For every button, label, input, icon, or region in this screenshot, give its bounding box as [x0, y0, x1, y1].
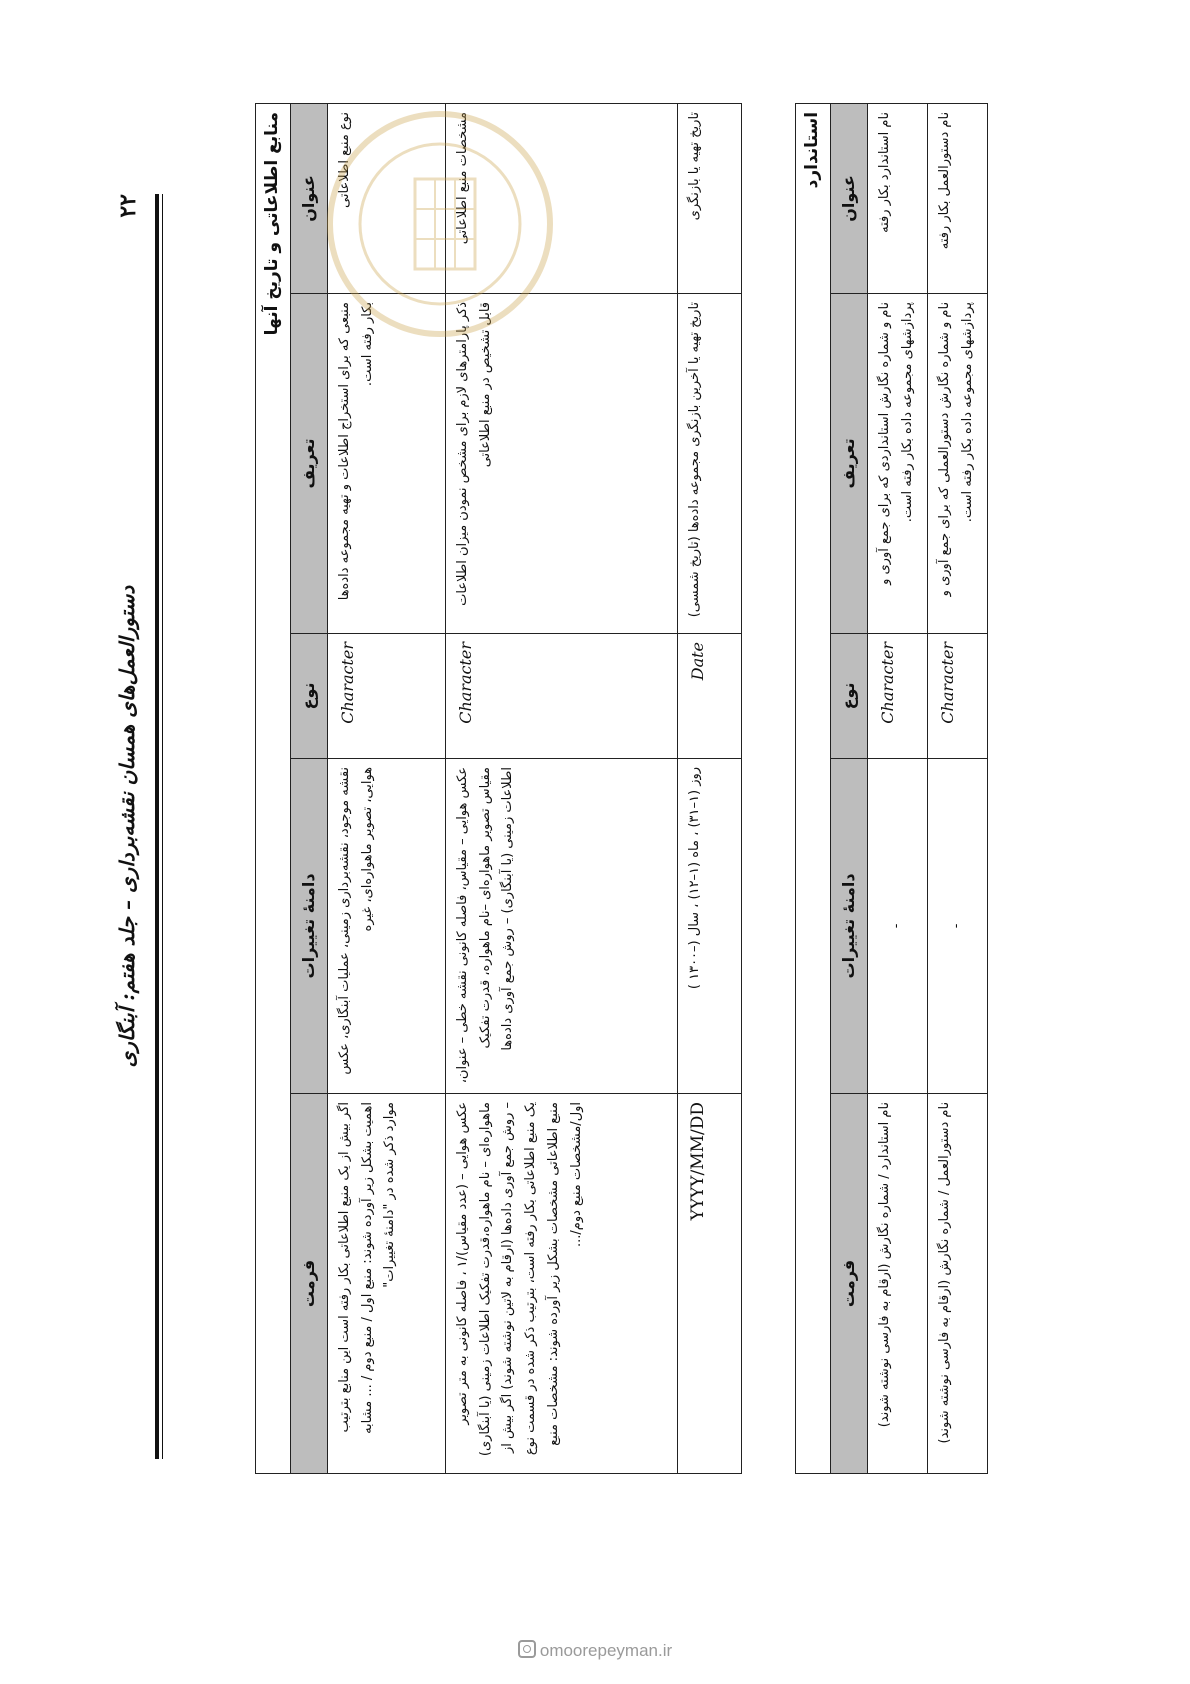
column-header: نوع — [830, 633, 867, 758]
running-title: دستورالعمل‌های همسان نقشه‌برداری – جلد هفتم: آبنگاری — [115, 585, 139, 1068]
column-header: تعریف — [830, 293, 867, 633]
cell-range: - — [927, 758, 987, 1093]
watermark-text: omoorepeyman.ir — [539, 1641, 673, 1660]
page-header — [115, 194, 175, 1459]
seal-stamp — [320, 84, 560, 364]
cell-format: نام دستورالعمل / شماره نگارش (ارقام به فارسی نوشته شوند) — [927, 1093, 987, 1473]
table-header-row — [830, 103, 867, 1473]
column-header: فرمت — [290, 1093, 327, 1473]
cell-type: Character — [445, 633, 677, 758]
header-rule-thin — [162, 194, 163, 1459]
cell-range: عکس هوایی – مقیاس، فاصله کانونی نقشه خطی – عنوان، مقیاس تصویر ماهواره‌ای –نام ماهواره، قدرت تفکیک اطلاعات زمینی (یا آبنگاری) – روش جمع آوری داده‌ها — [445, 758, 677, 1093]
table-row — [677, 103, 741, 1473]
cell-format: YYYY/MM/DD — [677, 1093, 741, 1473]
cell-type: Character — [327, 633, 445, 758]
cell-title: تاریخ تهیه یا بازنگری — [677, 103, 741, 293]
watermark — [0, 1640, 1190, 1661]
cell-definition: تاریخ تهیه یا آخرین بازنگری مجموعه داده‌ها (تاریخ شمسی) — [677, 293, 741, 633]
column-header: تعریف — [290, 293, 327, 633]
table-caption: استاندارد — [796, 103, 831, 1473]
cell-type: Character — [867, 633, 927, 758]
column-header: نوع — [290, 633, 327, 758]
column-header: دامنهٔ تغییرات — [290, 758, 327, 1093]
cell-range: نقشه موجود، نقشه‌برداری زمینی، عملیات آبنگاری، عکس هوایی، تصویر ماهواره‌ای، غیره — [327, 758, 445, 1093]
header-rule-thick — [155, 194, 159, 1459]
cell-format: اگر بیش از یک منبع اطلاعاتی بکار رفته است این منابع بترتیب اهمیت بشکل زیر آورده شوند: منبع اول / منبع دوم / ... مشابه موارد ذکر شده در "دامنهٔ تغییرات" — [327, 1093, 445, 1473]
cell-definition: منبعی که برای استخراج اطلاعات و تهیه مجموعه داده‌ها بکار رفته است. — [327, 293, 445, 633]
cell-format: نام استاندارد / شماره نگارش (ارقام به فارسی نوشته شوند) — [867, 1093, 927, 1473]
cell-definition: نام و شماره نگارش استانداردی که برای جمع آوری و پردازشهای مجموعه داده بکار رفته است. — [867, 293, 927, 633]
standard-table — [795, 103, 988, 1474]
cell-title: نوع منبع اطلاعاتی — [327, 103, 445, 293]
table-row — [867, 103, 927, 1473]
column-header: عنوان — [290, 103, 327, 293]
table-row — [927, 103, 987, 1473]
table-caption: منابع اطلاعاتی و تاریخ آنها — [256, 103, 291, 1473]
page-number: ۲۲ — [115, 194, 141, 218]
cell-type: Character — [927, 633, 987, 758]
cell-title: نام استاندارد بکار رفته — [867, 103, 927, 293]
cell-range: روز (۱–۳۱) ، ماه (۱–۱۲) ، سال (–۱۳۰۰ ) — [677, 758, 741, 1093]
cell-title: نام دستورالعمل بکار رفته — [927, 103, 987, 293]
cell-definition: ذکر پارامترهای لازم برای مشخص نمودن میزان اطلاعات قابل تشخیص در منبع اطلاعاتی — [445, 293, 677, 633]
column-header: فرمت — [830, 1093, 867, 1473]
cell-range: - — [867, 758, 927, 1093]
cell-title: مشخصات منبع اطلاعاتی — [445, 103, 677, 293]
cell-type: Date — [677, 633, 741, 758]
instagram-icon — [518, 1640, 536, 1658]
cell-format: عکس هوایی – (عدد مقیاس)/۱ ، فاصله کانونی به متر تصویر ماهواره‌ای – نام ماهواره،قدرت تفکیک اطلاعات زمینی (یا آبنگاری) – روش جمع آوری داده‌ها (ارقام به لاتین نوشته شوند) اگر بیش از یک منبع اطلاعاتی بکار رفته است، بترتیب ذکر شده در قسمت نوع منبع اطلاعاتی مشخصات بشکل زیر آورده شوند: مشخصات منبع اول/مشخصات منبع دوم/... — [445, 1093, 677, 1473]
cell-definition: نام و شماره نگارش دستورالعملی که برای جمع آوری و پردازشهای مجموعه داده بکار رفته است. — [927, 293, 987, 633]
column-header: عنوان — [830, 103, 867, 293]
column-header: دامنهٔ تغییرات — [830, 758, 867, 1093]
